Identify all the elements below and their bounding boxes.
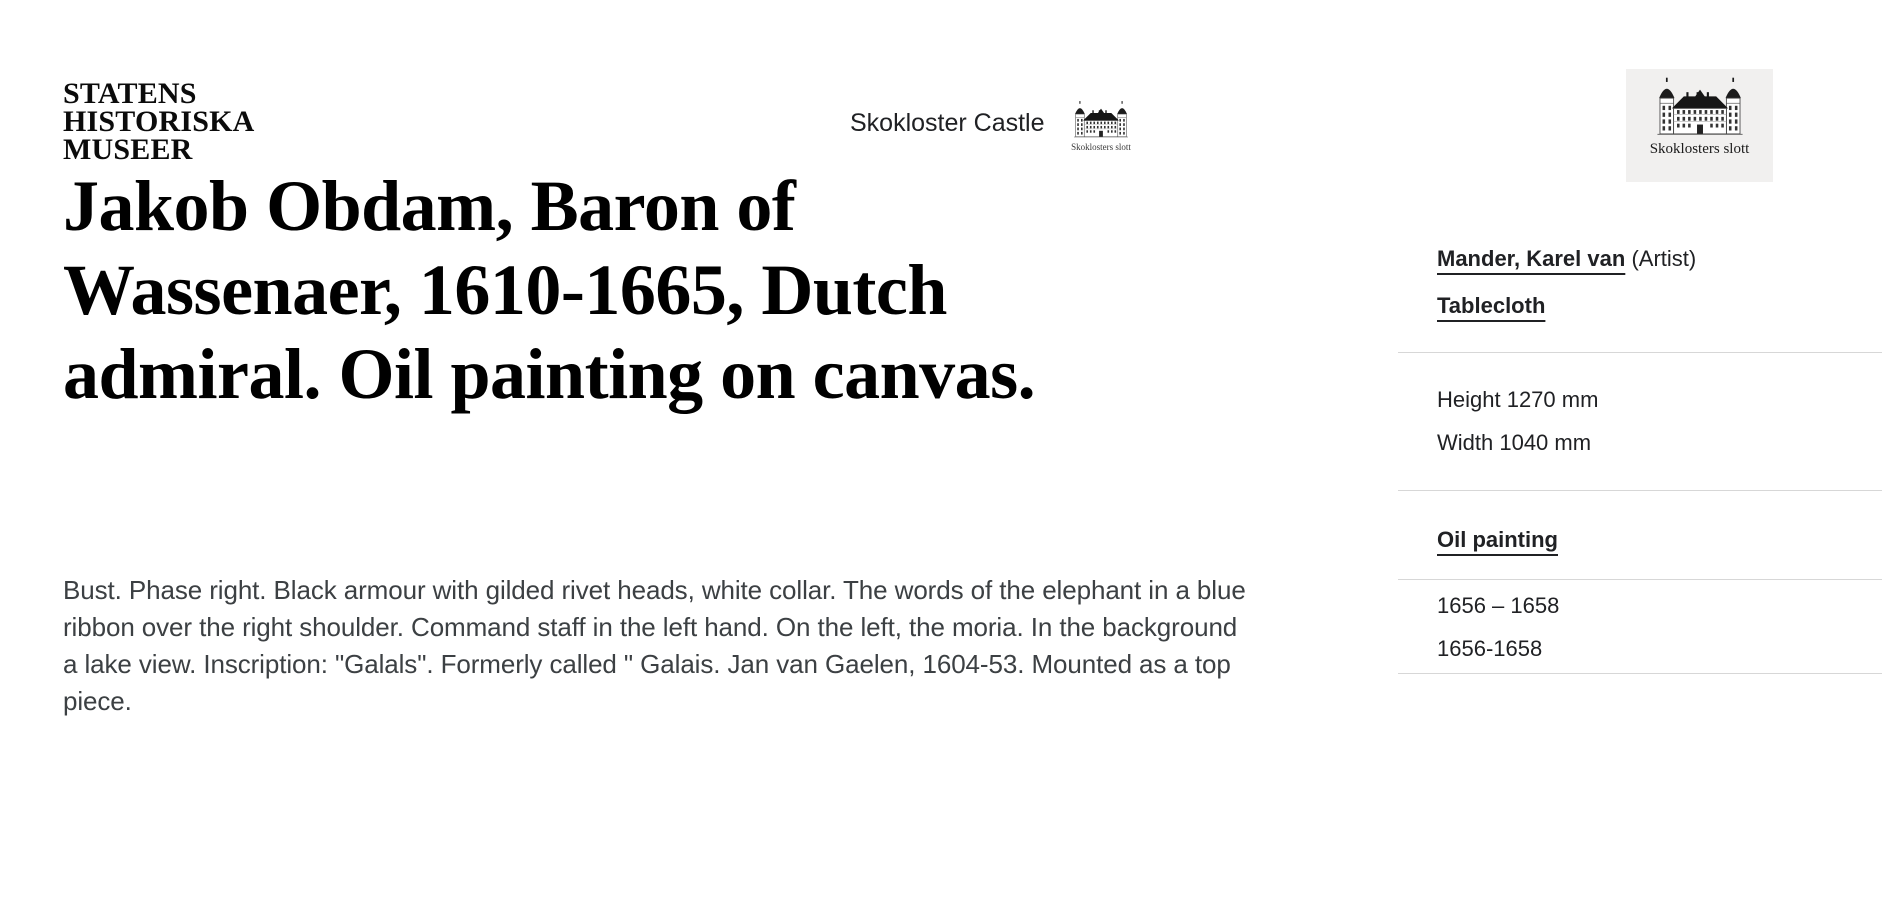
date-range-value: 1656 – 1658 <box>1437 593 1560 618</box>
divider <box>1398 579 1882 580</box>
divider <box>1398 352 1882 353</box>
subject-link[interactable]: Tablecloth <box>1437 293 1546 318</box>
medium-link[interactable]: Oil painting <box>1437 527 1558 552</box>
museum-name-link[interactable]: Skokloster Castle <box>850 109 1045 137</box>
partner-card-caption: Skoklosters slott <box>1649 141 1750 157</box>
logo-line: MUSEER <box>63 133 193 166</box>
details-sidebar <box>1398 0 1882 902</box>
title-line: Wassenaer, 1610-1665, Dutch <box>63 250 947 330</box>
logo-line: HISTORISKA <box>63 105 255 138</box>
subject-row <box>1437 292 1545 320</box>
museum-thumbnail-caption: Skoklosters slott <box>1071 142 1131 152</box>
description-line: ribbon over the right shoulder. Command staff in the left hand. On the left, the moria. In the background <box>63 612 1238 642</box>
title-line: Jakob Obdam, Baron of <box>63 166 796 246</box>
height-value: Height 1270 mm <box>1437 387 1599 412</box>
artwork-title <box>63 164 1035 416</box>
castle-thumbnail-icon <box>1068 100 1134 140</box>
museum-thumbnail[interactable] <box>1061 100 1141 152</box>
artist-row <box>1437 245 1696 273</box>
divider <box>1398 490 1882 491</box>
artwork-description <box>63 572 1246 720</box>
site-logo[interactable] <box>63 77 255 166</box>
description-line: piece. <box>63 686 132 716</box>
title-line: admiral. Oil painting on canvas. <box>63 334 1036 414</box>
artist-link[interactable]: Mander, Karel van <box>1437 246 1626 271</box>
logo-line: STATENS <box>63 77 197 110</box>
medium-row <box>1437 526 1558 554</box>
divider <box>1398 673 1882 674</box>
date-alt-value: 1656-1658 <box>1437 636 1543 661</box>
width-value: Width 1040 mm <box>1437 430 1592 455</box>
description-line: Bust. Phase right. Black armour with gilded rivet heads, white collar. The words of the elephant in a blue <box>63 575 1246 605</box>
artist-role-label: (Artist) <box>1631 246 1697 271</box>
description-line: a lake view. Inscription: "Galals". Formerly called " Galais. Jan van Gaelen, 1604-53. Mounted as a top <box>63 649 1231 679</box>
